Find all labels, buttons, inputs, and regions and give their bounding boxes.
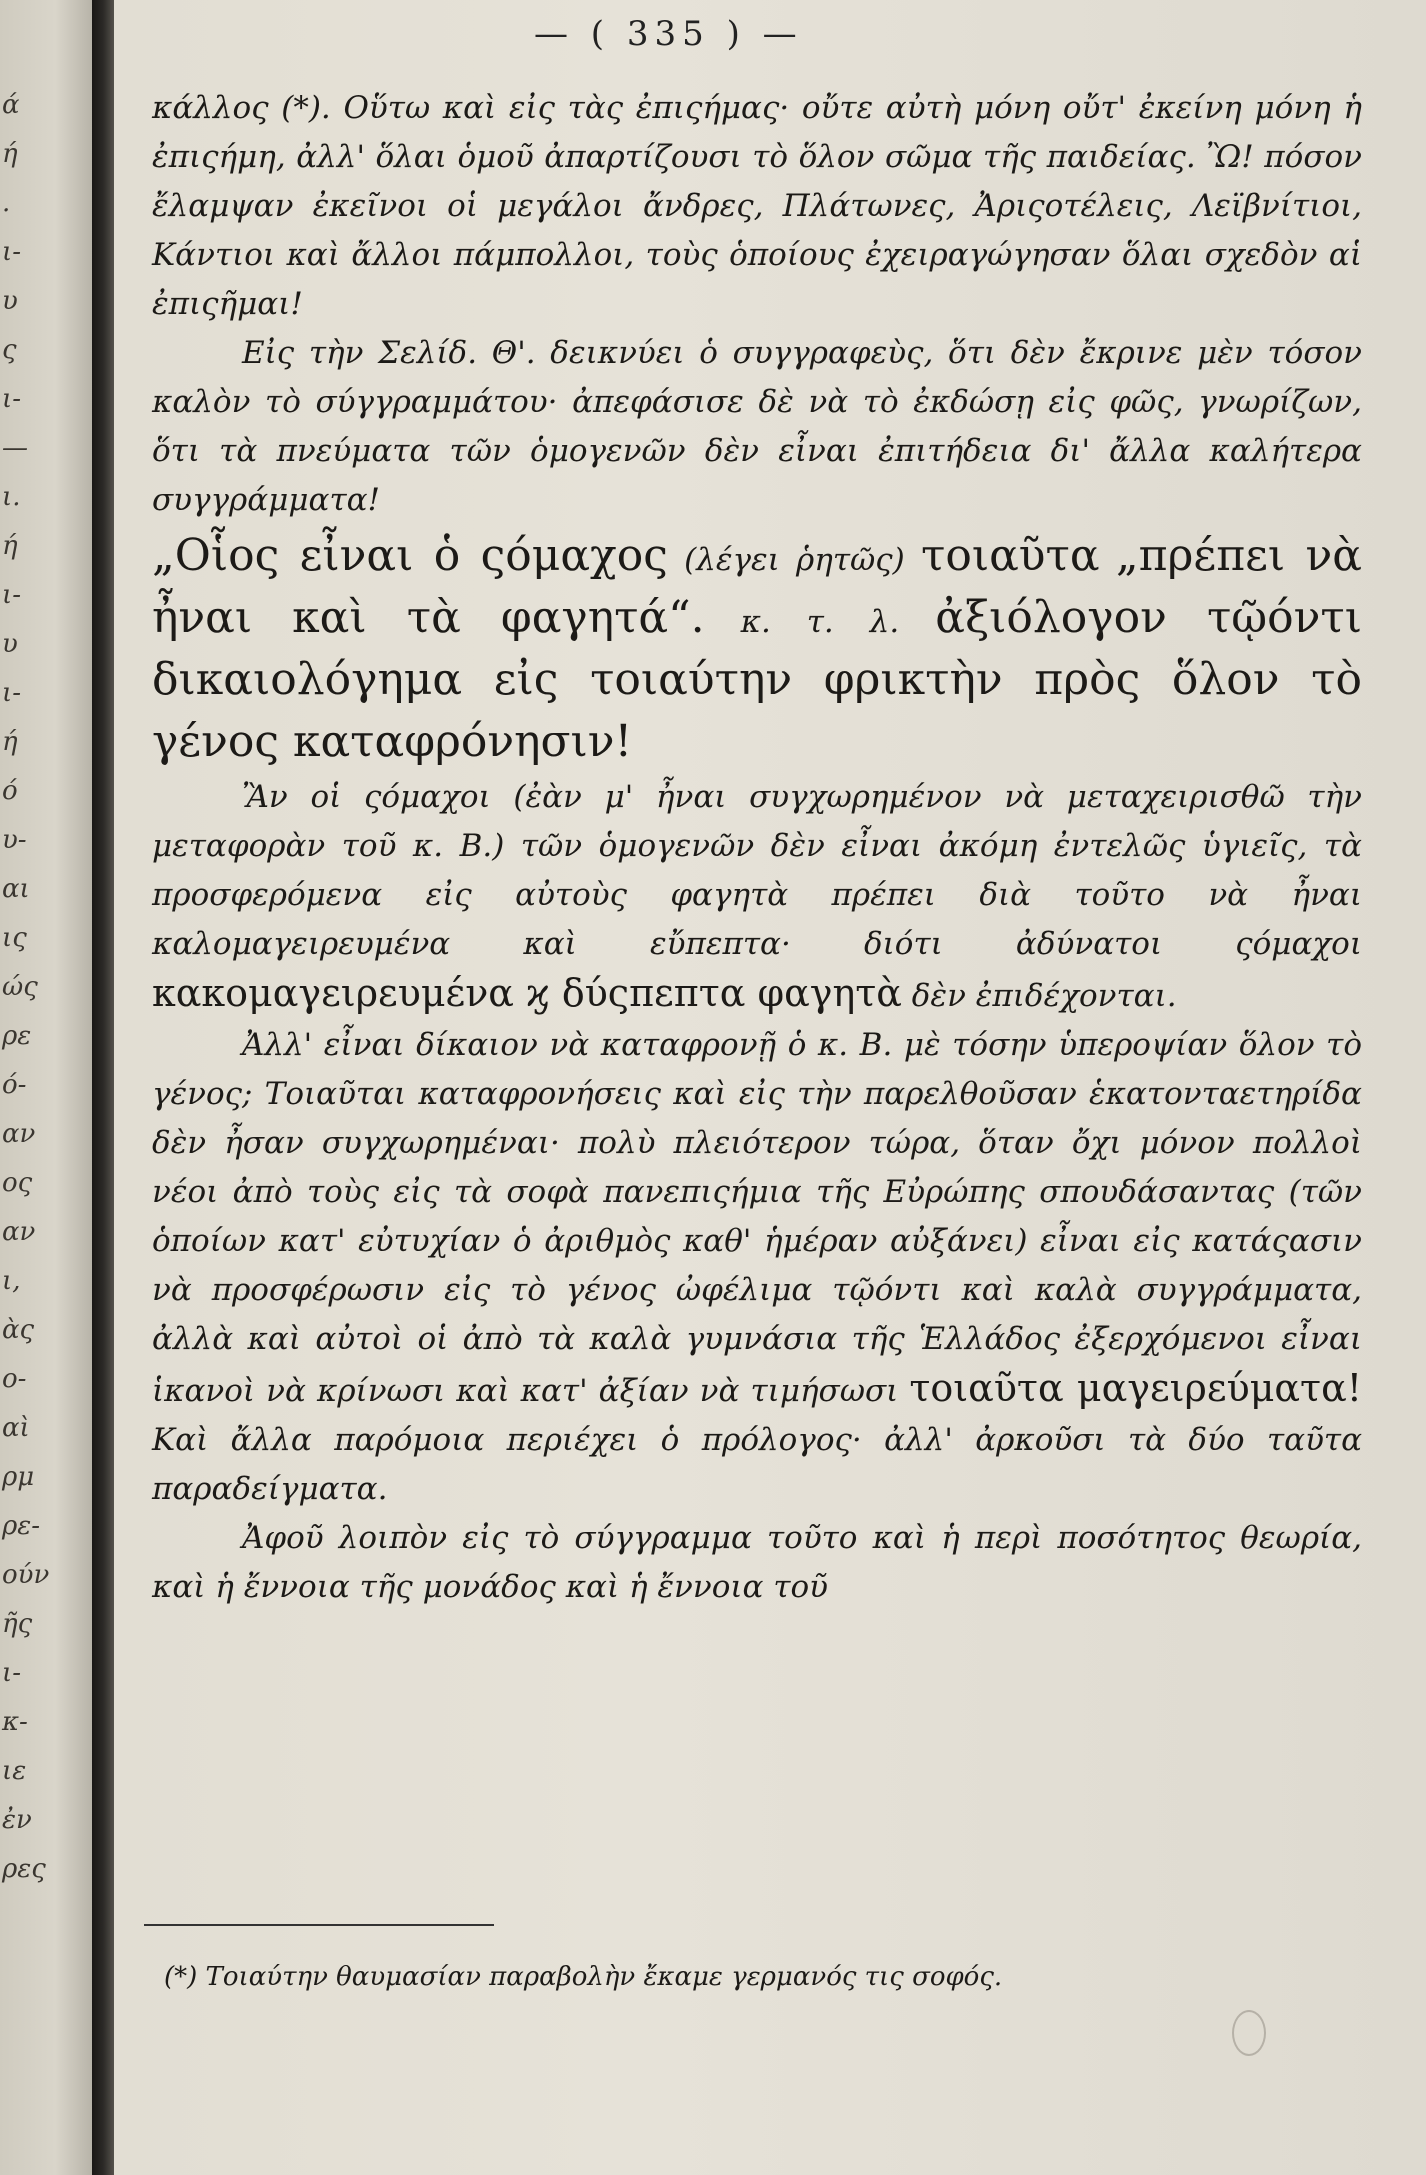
facing-page-fragment: κ- [2, 1707, 28, 1737]
facing-page-fragment: ώς [2, 972, 38, 1002]
paragraph-4-text: Ἀλλ' εἶναι δίκαιον νὰ καταφρονῇ ὁ κ. Β. μὲ τόσην ὑπεροψίαν ὅλον τὸ γένος; Τοιαῦται καταφρονήσεις καὶ εἰς τὴν παρελθοῦσαν ἑκατονταετηρίδα δὲν ἦσαν συγχωρημέναι· πολὺ πλειότερον τώρα, ὅταν ὄχι μόνον πολλοὶ νέοι ἀπὸ τοὺς εἰς τὰ σοφὰ πανεπιςήμια τῆς Εὐρώπης σπουδάσαντας (τῶν ὁποίων κατ' εὐτυχίαν ὁ ἀριθμὸς καθ' ἡμέραν αὐξάνει) εἶναι εἰς κατάςασιν νὰ προσφέρωσιν εἰς τὸ γένος ὠφέλιμα τῷόντι καὶ καλὰ συγγράμματα, ἀλλὰ καὶ αὐτοὶ οἱ ἀπὸ τὰ καλὰ γυμνάσια τῆς Ἑλλάδος ἐξερχόμενοι εἶναι ἱκανοὶ νὰ κρίνωσι καὶ κατ' ἀξίαν νὰ τιμήσωσι [152, 1027, 1362, 1409]
quote-block [152, 525, 1362, 773]
facing-page-fragment: ι- [2, 1658, 21, 1688]
facing-page-fragment: ι- [2, 237, 21, 267]
footnote: (*) Τοιαύτην θαυμασίαν παραβολὴν ἔκαμε γερμανός τις σοφός. [164, 1962, 1003, 1992]
facing-page-fragment: αν [2, 1119, 36, 1149]
paragraph-5-text: Ἀφοῦ λοιπὸν εἰς τὸ σύγγραμμα τοῦτο καὶ ἡ περὶ ποσότητος θεωρία, καὶ ἡ ἔννοια τῆς μονάδος καὶ ἡ ἔννοια τοῦ [152, 1520, 1362, 1605]
facing-page-fragment: ρε- [2, 1511, 41, 1541]
quote-line2: „πρέπει νὰ ἦναι καὶ τὰ φαγητά“. [152, 530, 1363, 643]
facing-page-fragment: ή [2, 531, 18, 561]
paragraph-3-end: δὲν ἐπιδέχονται. [911, 978, 1177, 1014]
facing-page-fragment: ι- [2, 384, 21, 414]
facing-page-fragment: ι, [2, 1266, 21, 1296]
facing-page-fragment: — [2, 433, 28, 463]
paragraph-3-text: Ἂν οἱ ςόμαχοι (ἐὰν μ' ἦναι συγχωρημένον νὰ μεταχειρισθῶ τὴν μεταφορὰν τοῦ κ. Β.) τῶν ὁμογενῶν δὲν εἶναι ἀκόμη ἐντελῶς ὑγιεῖς, τὰ προσφερόμενα εἰς αὐτοὺς φαγητὰ πρέπει διὰ τοῦτο νὰ ἦναι καλομαγειρευμένα καὶ εὔπεπτα· διότι ἀδύνατοι ςόμαχοι [152, 779, 1362, 962]
facing-page-fragment: ς [2, 335, 17, 365]
facing-page-fragment: ὰς [2, 1315, 35, 1345]
quote-line3: ἀξιόλογον τῷόντι δικαιολόγημα εἰς τοιαύτην φρικτὴν πρὸς ὅλον τὸ γένος καταφρόνησιν! [152, 592, 1362, 767]
quote-aside: (λέγει ῥητῶς) [684, 542, 905, 578]
facing-page-fragment: υ- [2, 825, 27, 855]
facing-page-fragment: αι [2, 874, 30, 904]
library-stamp-mark [1232, 2010, 1266, 2056]
facing-page-fragment: αν [2, 1217, 36, 1247]
facing-page-fragment: υ [2, 629, 18, 659]
paragraph-5 [152, 1514, 1362, 1612]
paragraph-2: Εἰς τὴν Σελίδ. Θ'. δεικνύει ὁ συγγραφεὺς, ὅτι δὲν ἔκρινε μὲν τόσον καλὸν τὸ σύγγραμμάτου· ἀπεφάσισε δὲ νὰ τὸ ἐκδώσῃ εἰς φῶς, γνωρίζων, ὅτι τὰ πνεύματα τῶν ὁμογενῶν δὲν εἶναι ἐπιτήδεια δι' ἄλλα καλήτερα συγγράμματα! [152, 335, 1362, 518]
facing-page-fragment: . [2, 188, 11, 218]
page-number-header: — ( 335 ) — [534, 14, 803, 54]
facing-page-fragment: ό- [2, 1070, 27, 1100]
facing-page-edge [0, 0, 92, 2175]
facing-page-fragment: ή [2, 139, 18, 169]
paragraph-4-emphasis: τοιαῦτα μαγειρεύματα! [909, 1366, 1363, 1410]
facing-page-fragment: ις [2, 923, 27, 953]
facing-page-fragment: ι- [2, 678, 21, 708]
facing-page-fragment: ος [2, 1168, 33, 1198]
facing-page-fragment: ιε [2, 1756, 27, 1786]
facing-page-fragment: ἐν [2, 1805, 32, 1835]
page-body [152, 84, 1362, 1612]
facing-page-fragment: ι. [2, 482, 21, 512]
facing-page-fragment: αὶ [2, 1413, 30, 1443]
paragraph-1: κάλλος (*). Οὕτω καὶ εἰς τὰς ἐπιςήμας· οὔτε αὐτὴ μόνη οὔτ' ἐκείνη μόνη ἡ ἐπιςήμη, ἀλλ' ὅλαι ὁμοῦ ἀπαρτίζουσι τὸ ὅλον σῶμα τῆς παιδείας. Ὢ! πόσον ἔλαμψαν ἐκεῖνοι οἱ μεγάλοι ἄνδρες, Πλάτωνες, Ἀριςοτέλεις, Λεϊβνίτιοι, Κάντιοι καὶ ἄλλοι πάμπολλοι, τοὺς ὁποίους ἐχειραγώγησαν ὅλαι σχεδὸν αἱ ἐπιςῆμαι! [152, 90, 1362, 322]
footnote-rule [144, 1924, 494, 1926]
facing-page-fragment: ι- [2, 580, 21, 610]
book-page [114, 0, 1426, 2175]
facing-page-fragment: ρε [2, 1021, 32, 1051]
quote-line1-end: τοιαῦτα [920, 530, 1100, 581]
paragraph-3 [152, 773, 1362, 1021]
facing-page-fragment: ο- [2, 1364, 27, 1394]
quote-line1: „Οἷος εἶναι ὁ ςόμαχος [152, 530, 668, 581]
facing-page-fragment: ούν [2, 1560, 50, 1590]
facing-page-fragment: ρμ [2, 1462, 35, 1492]
facing-page-fragment: ή [2, 727, 18, 757]
facing-page-fragment: ρες [2, 1854, 46, 1884]
facing-page-fragment: υ [2, 286, 18, 316]
facing-page-fragment: ό [2, 776, 18, 806]
book-gutter [92, 0, 114, 2175]
facing-page-fragment: ῆς [2, 1609, 33, 1639]
facing-page-fragment: ά [2, 90, 20, 120]
quote-etc: κ. τ. λ. [740, 604, 900, 640]
paragraph-4 [152, 1021, 1362, 1514]
paragraph-4-end: Καὶ ἄλλα παρόμοια περιέχει ὁ πρόλογος· ἀλλ' ἀρκοῦσι τὰ δύο ταῦτα παραδείγματα. [152, 1422, 1362, 1507]
paragraph-3-emphasis: κακομαγειρευμένα ϗ δύςπεπτα φαγητὰ [152, 971, 902, 1015]
